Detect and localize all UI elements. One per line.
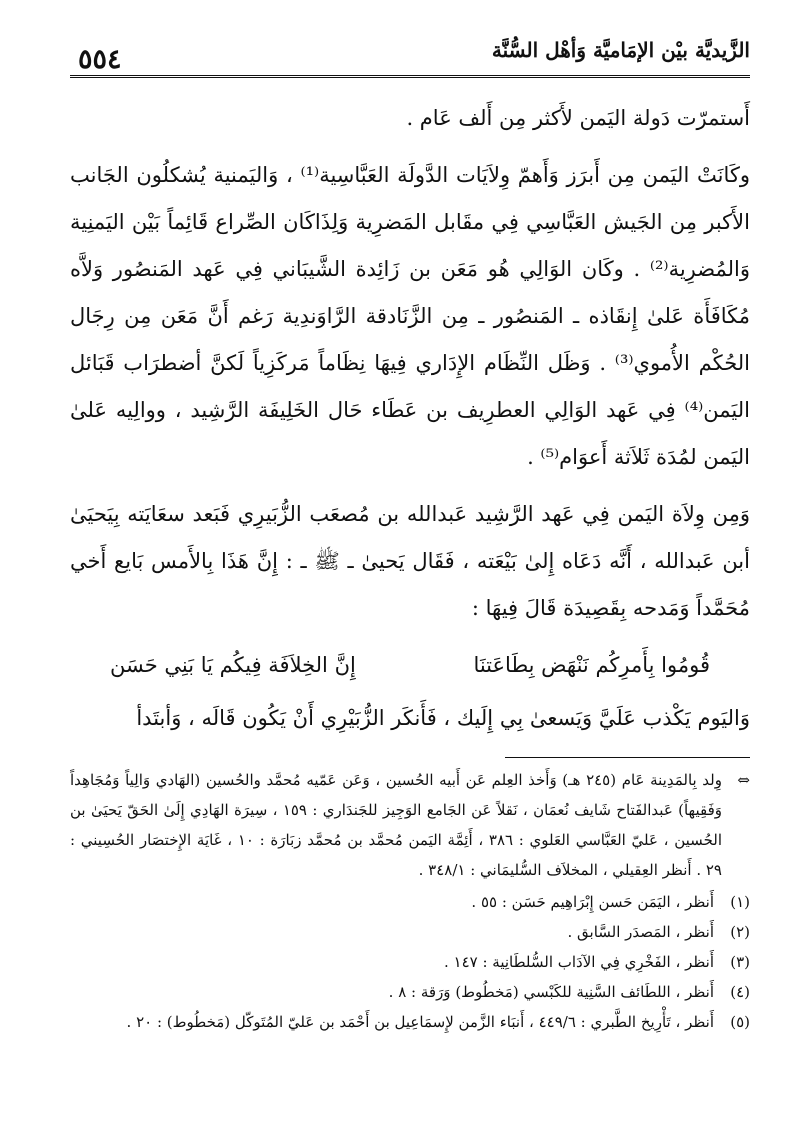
paragraph: أَستمرّت دَولة اليَمن لأَكثر مِن أَلف عَام . [406, 106, 750, 130]
running-title: الزَّيديَّة بيْن الإمَاميَّة وَأهْل السُّنَّة [491, 38, 750, 62]
footnote [70, 917, 750, 947]
footnotes [70, 765, 750, 1037]
footnote [70, 977, 750, 1007]
page-number: ٥٥٤ [78, 44, 122, 75]
footnote-number: (٥) [730, 1013, 750, 1031]
main-text [70, 95, 750, 752]
footnote-text: أَنظر ، الفَخْرِي فِي الآدَاب السُّلطَانِية : ١٤٧ . [443, 953, 714, 971]
footnote-text: أَنظر ، اللطَائف السَّنِية للكَبْسي (مَخطُوط) وَرَقة : ٨ . [388, 983, 714, 1001]
paragraph: وكَانَتْ اليَمن مِن أَبرَز وَأَهمّ وِلاَيَات الدَّولَة العَبَّاسِية⁽¹⁾ ، وَاليَمنية يُشكلُون الجَانب الأَكبر مِن الجَيش العَبَّاسِي فِي مقَابل المَضرِية وَلِذَاكَان الصِّراع قَائِماً بَيْن اليَمنِية وَالمُضرِية⁽²⁾ . وكَان الوَالِي هُو مَعَن بن زَائِدة الشَّيبَاني فِي عَهد المَنصُور وَلاَّه مُكَافَأَة عَلىٰ إِنقَاذه ـ المَنصُور ـ مِن الزَّنَادقة الرَّاوَندِية رَغم أَنَّ مَعَن مِن رِجَال الحُكْم الأُموي⁽³⁾ . وَظَل النِّظَام الإِدَاري فِيهَا نِظَاماً مَركَزِياً لَكنَّ أضطرَاب قَبَائل اليَمن⁽⁴⁾ فِي عَهد الوَالِي العطرِيف بن عَطَاء حَال الخَلِيفَة الرَّشِيد ، ووالِيه عَلىٰ اليَمن لمُدَة ثَلاَثة أَعوَام⁽⁵⁾ . [70, 163, 750, 469]
footnote-divider [505, 757, 750, 758]
footnote-continuation [70, 765, 750, 885]
running-header [70, 30, 750, 80]
footnote-number: (٤) [730, 983, 750, 1001]
verse-second-hemistich: إِنَّ الخِلاَفَة فِيكُم يَا بَنِي حَسَن [110, 653, 356, 677]
continuation-arrow-icon: ⇔ [737, 771, 750, 789]
footnote-continuation-text: وِلد بِالمَدِينة عَام (٢٤٥ هـ) وَأَخذ العِلم عَن أَبيه الحُسين ، وَعَن عَمّيه مُحمَّد والحُسين (الهَادي وَالِياً وَمُجَاهِداً وَفَقِيهاً) عَبدالفَتاح شَايف نُعمَان ، نَقلاً عَن الجَامع الوَجِيز للجَندَاري : ١٥٩ ، سِيرَة الهَادِي إِلَىٰ الحَقّ يَحيَىٰ بن الحُسين ، عَليّ العَبَّاسي العَلوي : ٣٨٦ ، أَئِمَّة اليَمن مُحمَّد بن مُحمَّد زبَارَة : ١٠ ، غَايَة الإِختصَار الحُسِيني : ٢٩ . أَنظر العِقيلي ، المخلاَف السُّليمَاني : ٣٤٨/١ . [70, 771, 722, 879]
footnote-number: (٣) [730, 953, 750, 971]
poem-verse [70, 642, 750, 689]
paragraph: وَمِن وِلاَة اليَمن فِي عَهد الرَّشِيد عَبدالله بن مُصعَب الزُّبَيرِي فَبَعد سعَايَته بِيَحيَىٰ أبن عَبدالله ، أَنَّه دَعَاه إِلىٰ بَيْعَته ، فَقَال يَحيىٰ ـ ﷺ ـ : إِنَّ هَذَا بِالأَمس بَايع أَخي مُحَمَّداً وَمَدحه بِقَصِيدَة قَالَ فِيهَا : [70, 502, 750, 620]
paragraph: وَاليَوم يَكْذب عَلَيَّ وَيَسعىٰ بِي إِلَيك ، فَأَنكَر الزُّبَيْرِي أَنْ يَكُون قَالَه ، وَأبتَدأ [136, 706, 750, 730]
footnote [70, 887, 750, 917]
footnote [70, 1007, 750, 1037]
verse-first-hemistich: قُومُوا بِأَمرِكُم نَنْهَض بِطَاعَتنَا [473, 653, 710, 677]
header-divider [70, 75, 750, 78]
footnote-number: (١) [730, 893, 750, 911]
footnote-number: (٢) [730, 923, 750, 941]
footnote-text: أَنظر ، تَأْرِيخ الطَّبري : ٤٤٩/٦ ، أَنبَاء الزَّمن لإِسمَاعِيل بن أَحْمَد بن عَليّ المُتَوكّل (مَخطُوط) : ٢٠ . [126, 1013, 714, 1031]
footnote-text: أَنظر ، اليَمَن حَسن إِبْرَاهِيم حَسَن : ٥٥ . [471, 893, 714, 911]
footnote [70, 947, 750, 977]
footnote-text: أَنظر ، المَصدَر السَّابق . [567, 923, 714, 941]
